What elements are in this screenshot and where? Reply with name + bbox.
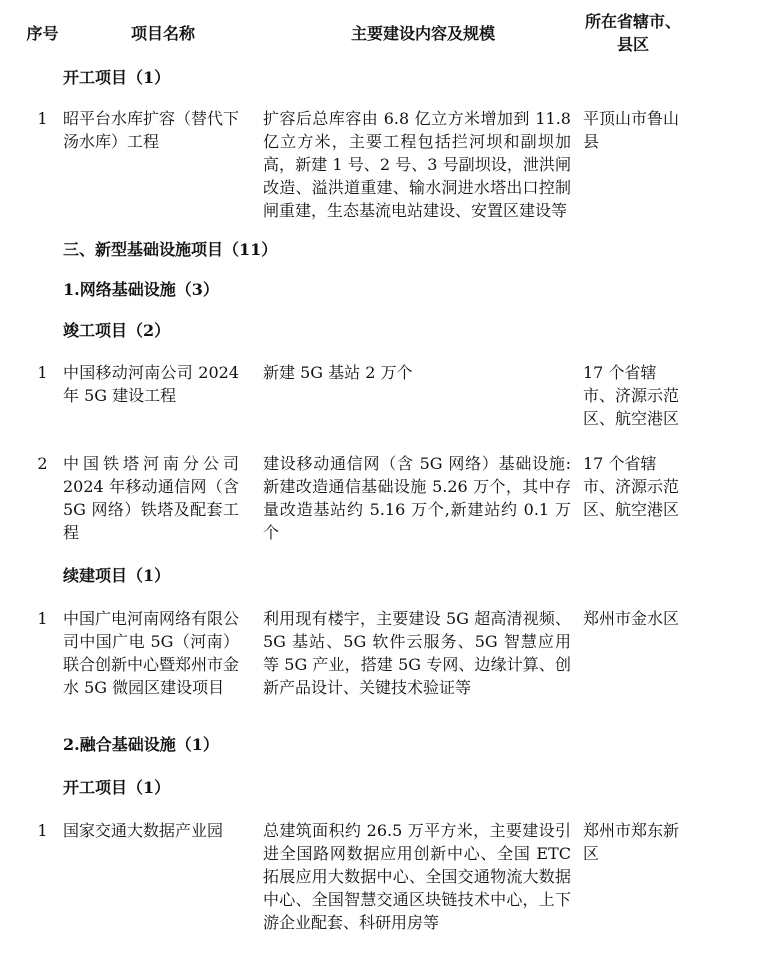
row-num: 1 <box>37 363 48 382</box>
table-header-row <box>22 10 696 56</box>
row-content: 利用现有楼宇，主要建设 5G 超高清视频、5G 基站、5G 软件云服务、5G 智慧应用等 5G 产业，搭建 5G 专网、边缘计算、创新产品设计、关键技术验证等 <box>263 609 571 697</box>
column-header-num: 序号 <box>26 23 59 43</box>
column-header-content: 主要建设内容及规模 <box>350 23 495 43</box>
subsection-label-xujian: 续建项目（1） <box>63 566 171 585</box>
column-header-name: 项目名称 <box>130 23 195 43</box>
row-project-name: 中国广电河南网络有限公司中国广电 5G（河南）联合创新中心暨郑州市金水 5G 微园区建设项目 <box>63 609 240 697</box>
row-location: 17 个省辖市、济源示范区、航空港区 <box>583 454 680 519</box>
subsection-label-kaigong-bottom: 开工项目（1） <box>63 778 171 797</box>
row-num: 1 <box>37 821 48 840</box>
row-location: 郑州市金水区 <box>583 609 680 628</box>
table-row <box>22 361 696 430</box>
subsection-label-ronghe-jichusheshi: 2.融合基础设施（1） <box>63 735 219 754</box>
table-row <box>22 819 696 934</box>
row-content: 建设移动通信网（含 5G 网络）基础设施: 新建改造通信基础设施 5.26 万个，其中存量改造基站约 5.16 万个,新建站约 0.1 万个 <box>263 454 571 542</box>
row-project-name: 昭平台水库扩容（替代下汤水库）工程 <box>63 109 240 151</box>
row-project-name: 国家交通大数据产业园 <box>63 821 224 840</box>
section-label-xinxing-jichusheshi: 三、新型基础设施项目（11） <box>63 240 278 259</box>
column-header-location <box>583 10 696 56</box>
row-num: 1 <box>37 609 48 628</box>
column-header-location-line1: 所在省辖市、 <box>584 12 681 31</box>
subsection-label-wangluo-jichusheshi: 1.网络基础设施（3） <box>63 280 219 299</box>
row-content: 新建 5G 基站 2 万个 <box>263 363 413 382</box>
row-content: 扩容后总库容由 6.8 亿立方米增加到 11.8 亿立方米，主要工程包括拦河坝和副坝加高，新建 1 号、2 号、3 号副坝设，泄洪闸改造、溢洪道重建、输水洞进水塔出口控制闸重建，生态基流电站建设、安置区建设等 <box>263 109 571 220</box>
column-header-location-line2: 县区 <box>616 35 649 54</box>
row-location: 17 个省辖市、济源示范区、航空港区 <box>583 363 680 428</box>
table-row <box>22 107 696 222</box>
row-location: 平顶山市鲁山县 <box>583 109 680 151</box>
row-location: 郑州市郑东新区 <box>583 821 680 863</box>
subsection-label-jungong: 竣工项目（2） <box>63 321 171 340</box>
row-project-name: 中国移动河南公司 2024 年 5G 建设工程 <box>63 363 239 405</box>
row-num: 1 <box>37 109 48 128</box>
table-row <box>22 607 696 699</box>
table-row <box>22 452 696 544</box>
row-num: 2 <box>37 454 48 473</box>
row-content: 总建筑面积约 26.5 万平方米，主要建设引进全国路网数据应用创新中心、全国 ETC 拓展应用大数据中心、全国交通物流大数据中心、全国智慧交通区块链技术中心，上下游企业配套、科研用房等 <box>263 821 571 932</box>
row-project-name: 中国铁塔河南分公司 2024 年移动通信网（含 5G 网络）铁塔及配套工程 <box>63 454 239 542</box>
subsection-label-kaigong-top: 开工项目（1） <box>63 68 171 87</box>
